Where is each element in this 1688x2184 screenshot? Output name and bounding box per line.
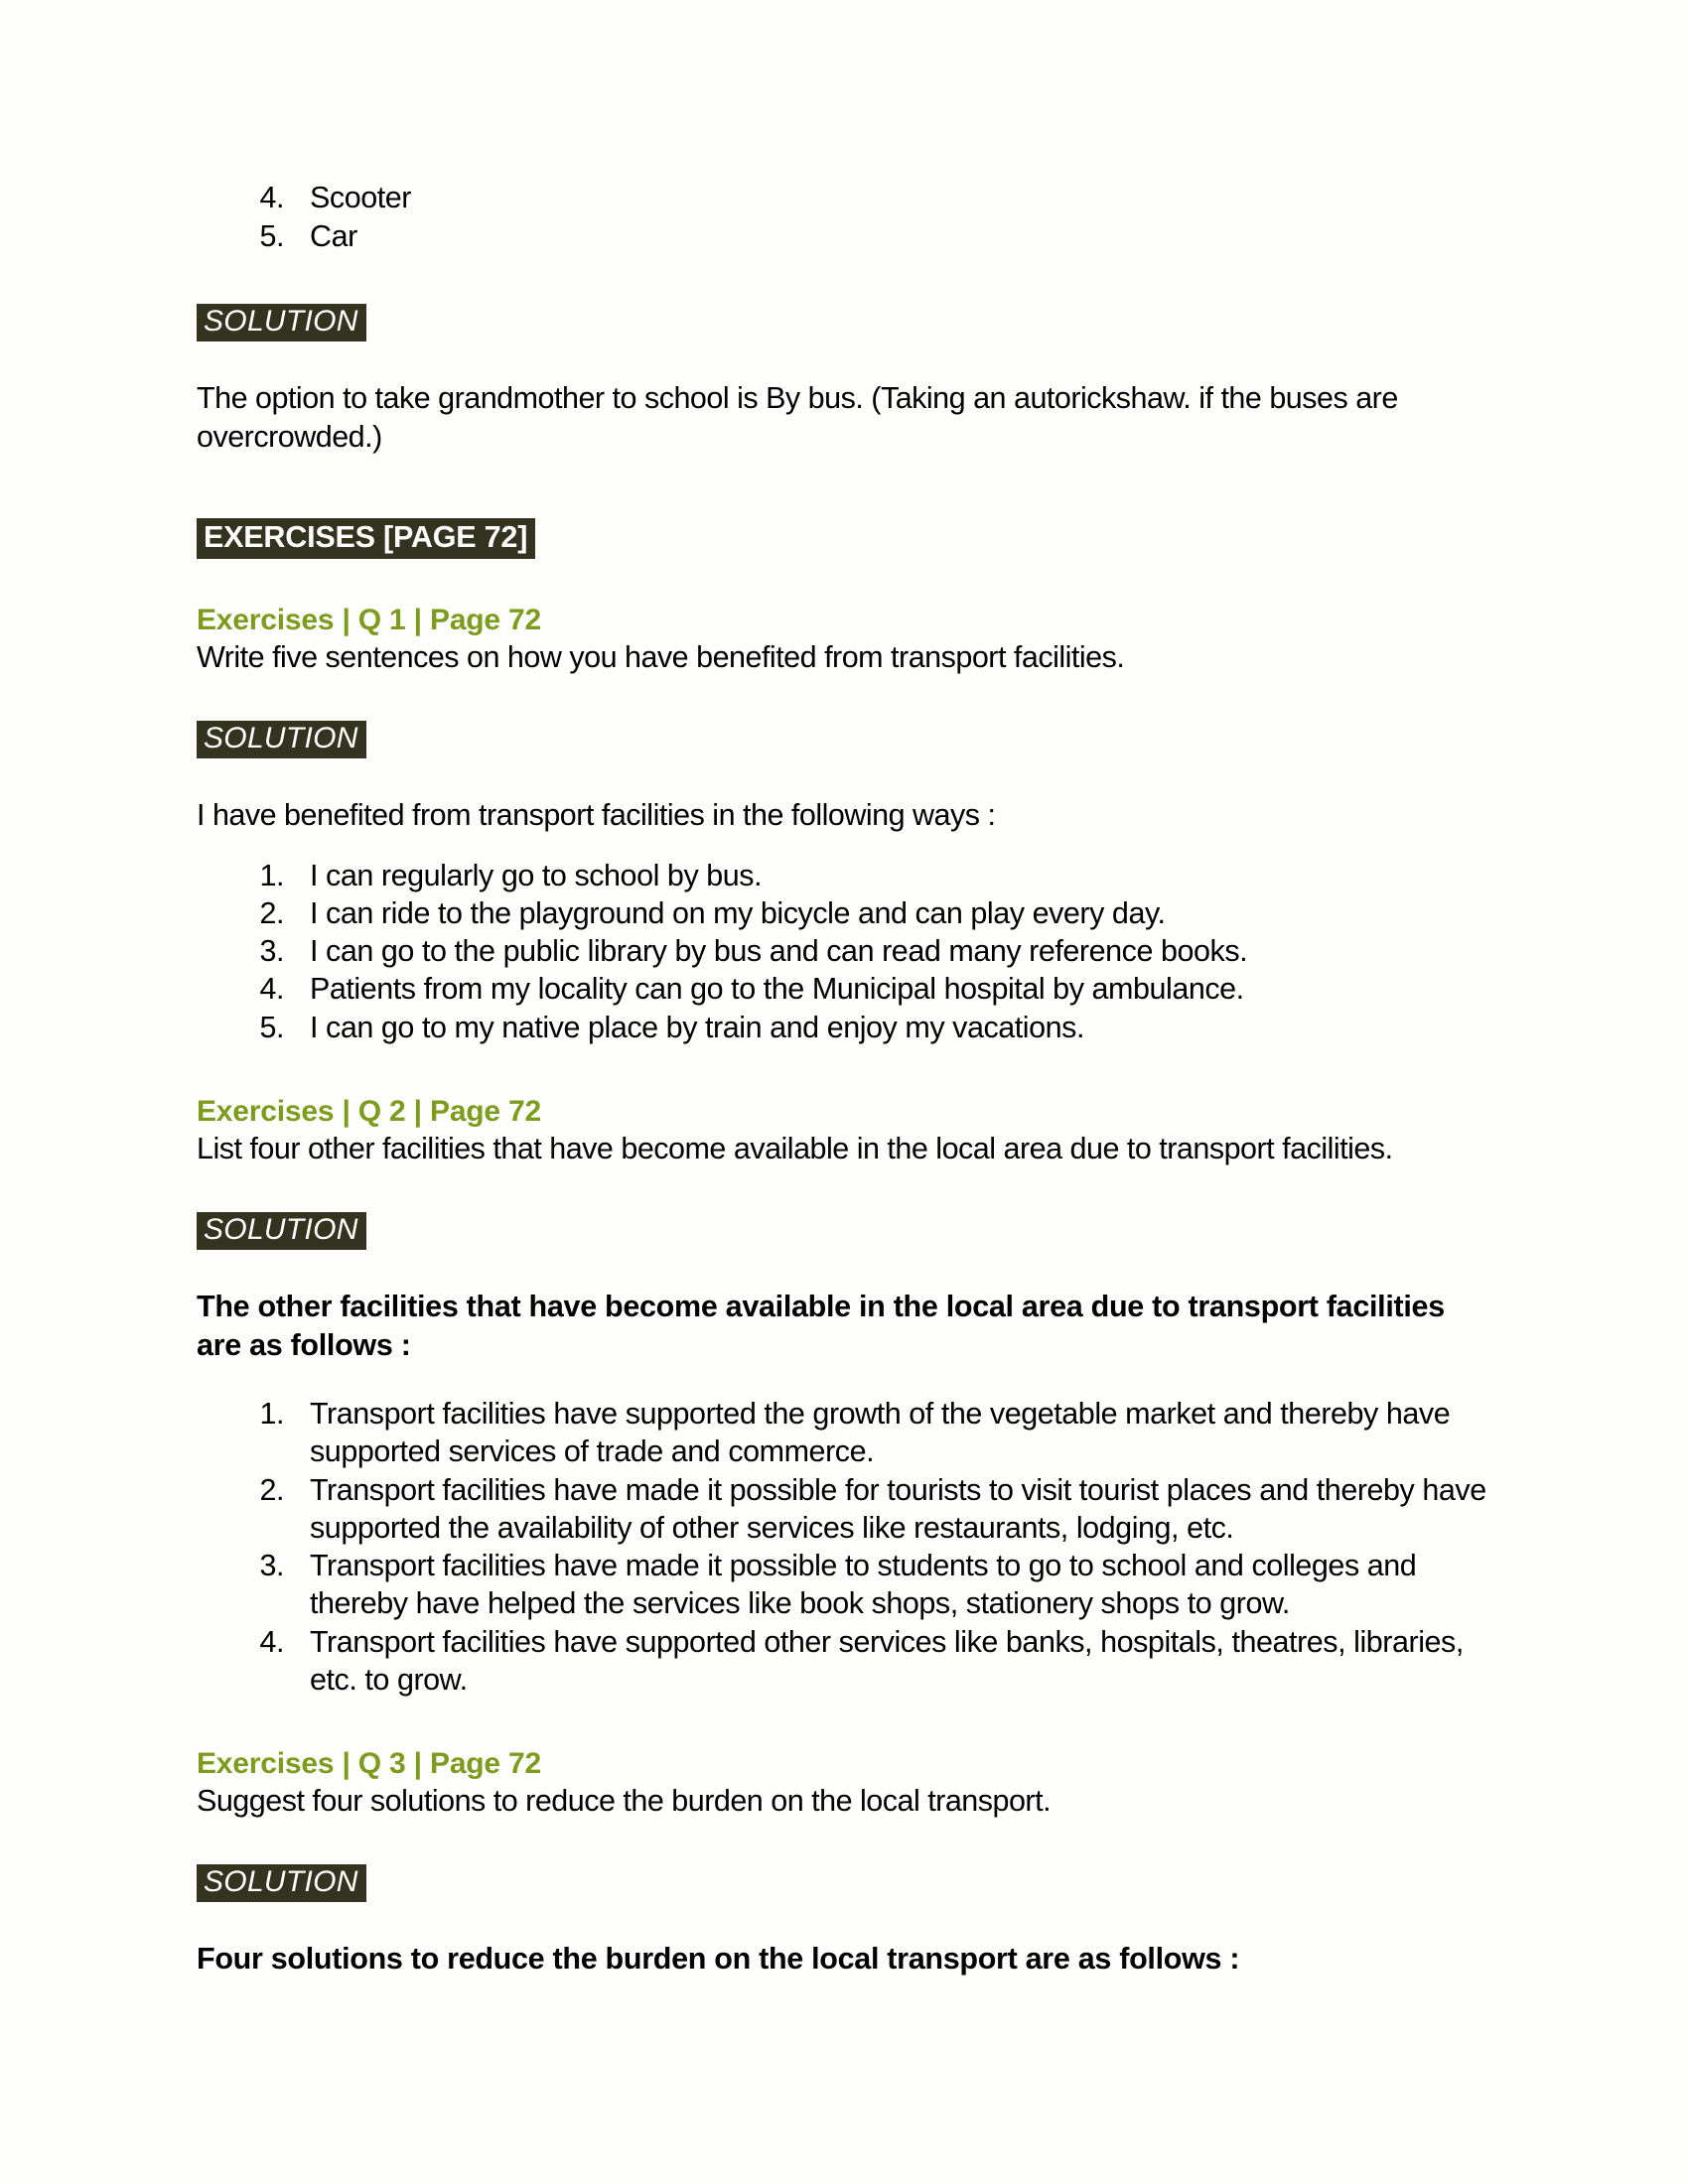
question-prompt: Write five sentences on how you have benefited from transport facilities. [197,639,1125,674]
list-item: 5. Car [292,217,1487,256]
document-content [197,179,1487,1979]
question-heading: Exercises | Q 1 | Page 72 [197,603,542,636]
list-item: 4. Transport facilities have supported other services like banks, hospitals, theatres, libraries, etc. to grow. [292,1623,1487,1700]
solution-intro: Four solutions to reduce the burden on the local transport are as follows : [197,1942,1240,1977]
list-item: 3. I can go to the public library by bus and can read many reference books. [292,932,1487,970]
solution-answer-list [197,857,1487,1046]
list-item: 1. Transport facilities have supported the growth of the vegetable market and thereby have supported services of trade and commerce. [292,1395,1487,1471]
solution-intro: The other facilities that have become available in the local area due to transport facilities are as follows : [197,1290,1445,1363]
exercises-banner-block [197,518,1487,559]
list-item: 2. I can ride to the playground on my bicycle and can play every day. [292,894,1487,932]
solution-badge-block [197,721,1487,758]
list-item: 3. Transport facilities have made it possible to students to go to school and colleges and thereby have helped the services like book shops, stationery shops to grow. [292,1547,1487,1623]
solution-badge: SOLUTION [197,1212,366,1250]
solution-badge-block [197,1212,1487,1250]
solution-badge-block [197,304,1487,341]
list-item: 4. Patients from my locality can go to the Municipal hospital by ambulance. [292,970,1487,1008]
question-block-q2 [197,1094,1487,1699]
question-prompt: List four other facilities that have become available in the local area due to transport facilities. [197,1132,1393,1166]
exercises-banner: EXERCISES [PAGE 72] [197,518,535,559]
solution-badge: SOLUTION [197,1864,366,1902]
list-item: 4. Scooter [292,179,1487,217]
solution-intro: I have benefited from transport facilities in the following ways : [197,797,996,832]
solution-answer-list [197,1395,1487,1699]
list-item: 5. I can go to my native place by train and enjoy my vacations. [292,1009,1487,1046]
intro-solution-paragraph: The option to take grandmother to school is By bus. (Taking an autorickshaw. if the buses are overcrowded.) [197,381,1398,455]
question-block-q3 [197,1746,1487,1979]
question-heading: Exercises | Q 3 | Page 72 [197,1747,542,1781]
list-item: 2. Transport facilities have made it possible for tourists to visit tourist places and thereby have supported the availability of other services like restaurants, lodging, etc. [292,1471,1487,1548]
solution-badge-block [197,1864,1487,1902]
question-heading: Exercises | Q 2 | Page 72 [197,1095,542,1129]
solution-badge: SOLUTION [197,721,366,758]
solution-badge: SOLUTION [197,304,366,341]
continued-options-list [197,179,1487,256]
question-block-q1 [197,603,1487,1046]
list-item: 1. I can regularly go to school by bus. [292,857,1487,894]
question-prompt: Suggest four solutions to reduce the burden on the local transport. [197,1784,1052,1819]
